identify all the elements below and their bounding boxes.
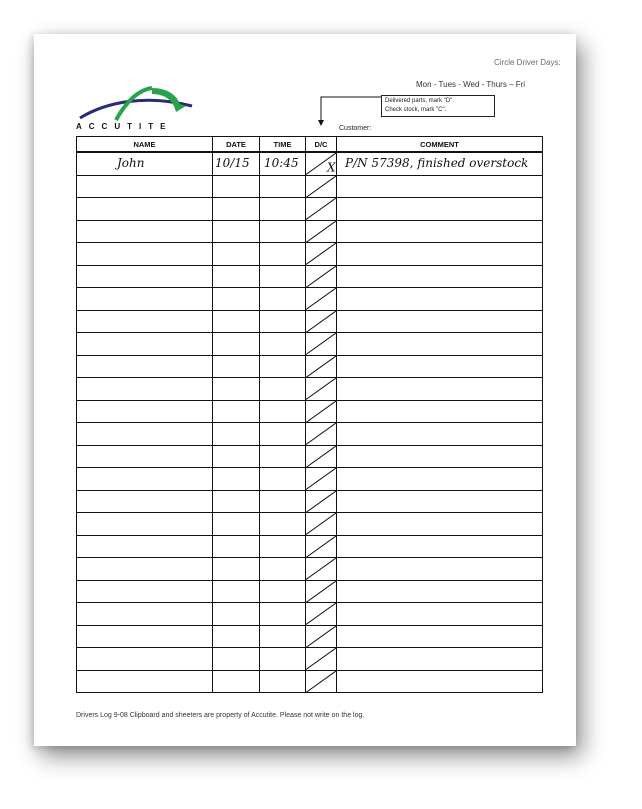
time-cell[interactable] [260, 175, 306, 198]
dc-cell[interactable] [306, 558, 337, 581]
name-cell[interactable] [77, 355, 213, 378]
table-row [77, 333, 543, 356]
name-cell[interactable] [77, 558, 213, 581]
date-cell[interactable] [213, 152, 260, 175]
dc-diagonal-divider [306, 648, 336, 670]
time-cell[interactable] [260, 378, 306, 401]
name-cell[interactable] [77, 580, 213, 603]
dc-cell[interactable] [306, 423, 337, 446]
name-cell[interactable] [77, 468, 213, 491]
date-cell[interactable] [213, 198, 260, 221]
drivers-log-table [76, 136, 543, 693]
table-row [77, 580, 543, 603]
comment-cell[interactable] [337, 603, 543, 626]
dc-diagonal-divider [306, 423, 336, 445]
date-cell[interactable] [213, 220, 260, 243]
time-cell[interactable] [260, 333, 306, 356]
date-cell[interactable] [213, 355, 260, 378]
footer-note: Drivers Log 9-08 Clipboard and sheeters are property of Accutite. Please not write on the log. [76, 712, 365, 719]
date-cell[interactable] [213, 648, 260, 671]
time-cell[interactable] [260, 580, 306, 603]
name-cell[interactable] [77, 625, 213, 648]
dc-diagonal-divider [306, 446, 336, 468]
table-row [77, 220, 543, 243]
time-cell[interactable] [260, 490, 306, 513]
table-row [77, 198, 543, 221]
time-cell[interactable] [260, 288, 306, 311]
comment-cell[interactable] [337, 423, 543, 446]
dc-mark: X [327, 160, 336, 175]
table-row [77, 535, 543, 558]
table-row [77, 152, 543, 175]
column-header-time: TIME [260, 137, 306, 153]
comment-cell[interactable] [337, 580, 543, 603]
name-cell[interactable] [77, 490, 213, 513]
dc-cell[interactable] [306, 670, 337, 693]
name-cell[interactable] [77, 288, 213, 311]
time-cell[interactable] [260, 355, 306, 378]
comment-cell[interactable] [337, 333, 543, 356]
column-header-dc: D/C [306, 137, 337, 153]
table-header-row [77, 137, 543, 153]
dc-cell[interactable] [306, 490, 337, 513]
date-cell[interactable] [213, 625, 260, 648]
dc-diagonal-divider [306, 311, 336, 333]
dc-diagonal-divider [306, 198, 336, 220]
name-cell[interactable] [77, 265, 213, 288]
dc-instructions-box [381, 95, 495, 117]
date-cell[interactable] [213, 445, 260, 468]
dc-cell[interactable] [306, 265, 337, 288]
log-rows [77, 152, 543, 693]
comment-cell[interactable] [337, 513, 543, 536]
name-cell[interactable] [77, 670, 213, 693]
dc-diagonal-divider [306, 513, 336, 535]
date-cell[interactable] [213, 378, 260, 401]
table-row [77, 175, 543, 198]
date-cell[interactable] [213, 265, 260, 288]
time-cell[interactable] [260, 152, 306, 175]
dc-cell[interactable] [306, 468, 337, 491]
table-row [77, 670, 543, 693]
comment-cell[interactable] [337, 243, 543, 266]
time-cell-handwriting: 10:45 [264, 156, 299, 170]
date-cell[interactable] [213, 535, 260, 558]
dc-cell[interactable] [306, 288, 337, 311]
table-row [77, 603, 543, 626]
name-cell[interactable] [77, 152, 213, 175]
table-row [77, 355, 543, 378]
date-cell[interactable] [213, 400, 260, 423]
dc-diagonal-divider [306, 176, 336, 198]
name-cell[interactable] [77, 220, 213, 243]
comment-cell[interactable] [337, 648, 543, 671]
dc-diagonal-divider [306, 333, 336, 355]
comment-cell[interactable] [337, 355, 543, 378]
date-cell[interactable] [213, 333, 260, 356]
time-cell[interactable] [260, 468, 306, 491]
dc-cell[interactable] [306, 625, 337, 648]
name-cell[interactable] [77, 378, 213, 401]
name-cell[interactable] [77, 310, 213, 333]
table-row [77, 400, 543, 423]
comment-cell[interactable] [337, 535, 543, 558]
logo-wordmark: ACCUTITE [76, 122, 173, 131]
time-cell[interactable] [260, 198, 306, 221]
time-cell[interactable] [260, 220, 306, 243]
dc-diagonal-divider [306, 266, 336, 288]
driver-days-list: Mon - Tues - Wed - Thurs – Fri [416, 80, 526, 89]
table-row [77, 490, 543, 513]
time-cell[interactable] [260, 310, 306, 333]
date-cell[interactable] [213, 490, 260, 513]
dc-diagonal-divider [306, 491, 336, 513]
date-cell[interactable] [213, 670, 260, 693]
name-cell[interactable] [77, 400, 213, 423]
comment-cell[interactable] [337, 445, 543, 468]
comment-cell[interactable] [337, 288, 543, 311]
dc-cell[interactable] [306, 220, 337, 243]
dc-diagonal-divider [306, 401, 336, 423]
dc-diagonal-divider [306, 558, 336, 580]
dc-diagonal-divider [306, 603, 336, 625]
name-cell[interactable] [77, 175, 213, 198]
date-cell[interactable] [213, 513, 260, 536]
date-cell[interactable] [213, 310, 260, 333]
comment-cell[interactable] [337, 625, 543, 648]
dc-diagonal-divider [306, 626, 336, 648]
comment-cell[interactable] [337, 152, 543, 175]
comment-cell[interactable] [337, 265, 543, 288]
dc-diagonal-divider [306, 288, 336, 310]
comment-cell[interactable] [337, 490, 543, 513]
dc-diagonal-divider [306, 536, 336, 558]
date-cell-handwriting: 10/15 [215, 156, 250, 170]
dc-diagonal-divider [306, 243, 336, 265]
name-cell[interactable] [77, 603, 213, 626]
comment-cell-handwriting: P/N 57398, finished overstock [345, 156, 529, 170]
dc-cell[interactable] [306, 175, 337, 198]
time-cell[interactable] [260, 558, 306, 581]
time-cell[interactable] [260, 423, 306, 446]
dc-cell[interactable] [306, 648, 337, 671]
comment-cell[interactable] [337, 220, 543, 243]
time-cell[interactable] [260, 265, 306, 288]
dc-cell[interactable] [306, 243, 337, 266]
comment-cell[interactable] [337, 378, 543, 401]
customer-label: Customer: [339, 125, 372, 132]
dc-cell[interactable] [306, 355, 337, 378]
time-cell[interactable] [260, 445, 306, 468]
log-sheet [34, 34, 576, 746]
table-row [77, 625, 543, 648]
column-header-comment: COMMENT [337, 137, 543, 153]
date-cell[interactable] [213, 243, 260, 266]
comment-cell[interactable] [337, 468, 543, 491]
date-cell[interactable] [213, 423, 260, 446]
name-cell[interactable] [77, 333, 213, 356]
name-cell[interactable] [77, 243, 213, 266]
dc-cell[interactable] [306, 378, 337, 401]
table-row [77, 513, 543, 536]
comment-cell[interactable] [337, 558, 543, 581]
table-row [77, 445, 543, 468]
date-cell[interactable] [213, 603, 260, 626]
dc-cell[interactable] [306, 198, 337, 221]
name-cell[interactable] [77, 648, 213, 671]
dc-cell[interactable] [306, 152, 337, 175]
name-cell[interactable] [77, 423, 213, 446]
column-header-date: DATE [213, 137, 260, 153]
time-cell[interactable] [260, 670, 306, 693]
time-cell[interactable] [260, 625, 306, 648]
table-row [77, 378, 543, 401]
dc-cell[interactable] [306, 603, 337, 626]
date-cell[interactable] [213, 288, 260, 311]
table-row [77, 468, 543, 491]
dc-cell[interactable] [306, 333, 337, 356]
dc-cell[interactable] [306, 445, 337, 468]
comment-cell[interactable] [337, 310, 543, 333]
comment-cell[interactable] [337, 175, 543, 198]
dc-cell[interactable] [306, 310, 337, 333]
dc-diagonal-divider [306, 221, 336, 243]
date-cell[interactable] [213, 175, 260, 198]
time-cell[interactable] [260, 513, 306, 536]
table-row [77, 265, 543, 288]
table-row [77, 288, 543, 311]
name-cell[interactable] [77, 198, 213, 221]
dc-diagonal-divider [306, 378, 336, 400]
table-row [77, 243, 543, 266]
name-cell[interactable] [77, 535, 213, 558]
table-row [77, 648, 543, 671]
dc-diagonal-divider [306, 153, 336, 175]
dc-diagonal-divider [306, 468, 336, 490]
time-cell[interactable] [260, 400, 306, 423]
comment-cell[interactable] [337, 670, 543, 693]
name-cell[interactable] [77, 513, 213, 536]
dc-diagonal-divider [306, 581, 336, 603]
dc-diagonal-divider [306, 356, 336, 378]
date-cell[interactable] [213, 468, 260, 491]
dc-cell[interactable] [306, 535, 337, 558]
table-row [77, 310, 543, 333]
time-cell[interactable] [260, 648, 306, 671]
dc-cell[interactable] [306, 400, 337, 423]
column-header-name: NAME [77, 137, 213, 153]
date-cell[interactable] [213, 558, 260, 581]
table-row [77, 558, 543, 581]
comment-cell[interactable] [337, 198, 543, 221]
dc-cell[interactable] [306, 580, 337, 603]
circle-driver-days-label: Circle Driver Days: [494, 58, 561, 67]
name-cell-handwriting: John [117, 156, 145, 170]
dc-cell[interactable] [306, 513, 337, 536]
comment-cell[interactable] [337, 400, 543, 423]
instruction-check-stock: Check stock, mark "C". [385, 107, 447, 113]
time-cell[interactable] [260, 603, 306, 626]
date-cell[interactable] [213, 580, 260, 603]
time-cell[interactable] [260, 243, 306, 266]
time-cell[interactable] [260, 535, 306, 558]
table-row [77, 423, 543, 446]
instruction-delivered: Delivered parts, mark "D". [385, 98, 454, 104]
dc-diagonal-divider [306, 671, 336, 693]
name-cell[interactable] [77, 445, 213, 468]
